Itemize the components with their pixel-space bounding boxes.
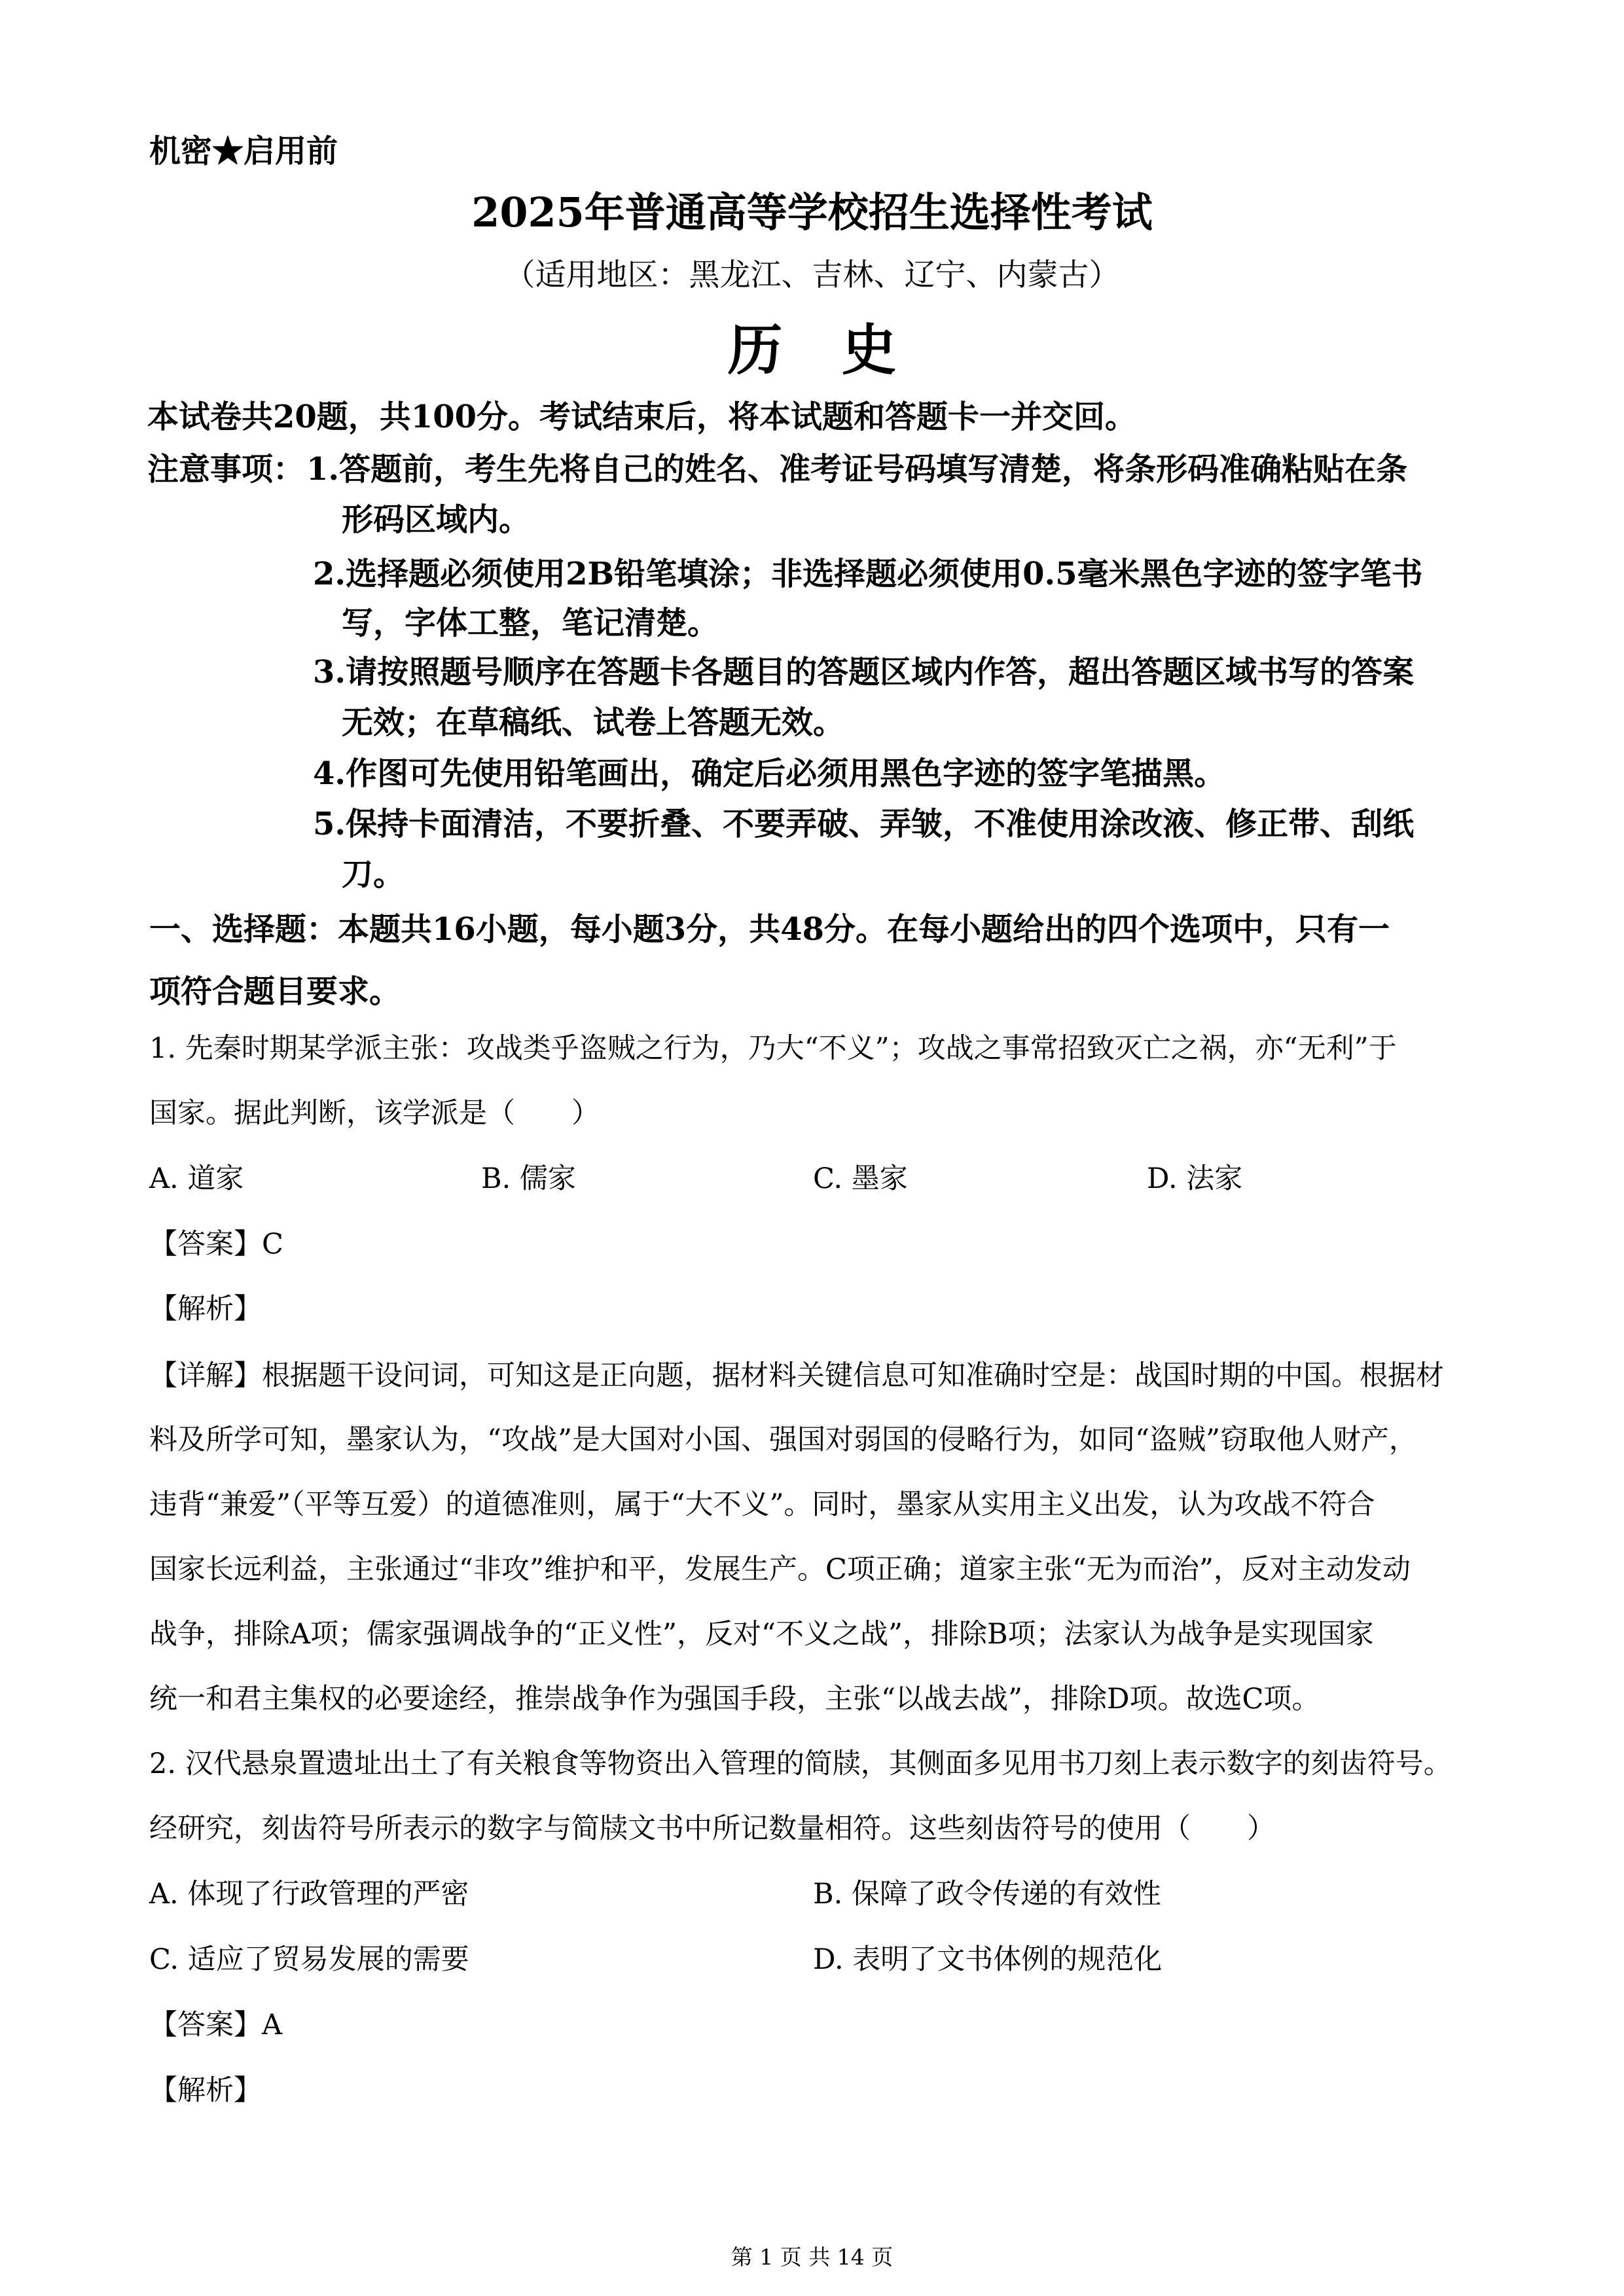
- q1-detail-line-2: 料及所学可知，墨家认为，“攻战”是大国对小国、强国对弱国的侵略行为，如同“盗贼”窃取他人财产，: [149, 1424, 1417, 1456]
- note-1-line-2: 形码区域内。: [342, 501, 531, 538]
- intro-line: 本试卷共20题，共100分。考试结束后，将本试题和答题卡一并交回。: [147, 399, 1136, 435]
- page-number: 第 1 页 共 14 页: [731, 2244, 893, 2270]
- note-4-line-1: 4.作图可先使用铅笔画出，确定后必须用黑色字迹的签字笔描黑。: [313, 755, 1226, 792]
- note-1-line-1: 1.答题前，考生先将自己的姓名、准考证号码填写清楚，将条形码准确粘贴在条: [306, 451, 1408, 488]
- q1-detail-line-1: 【详解】根据题干设问词，可知这是正向题，据材料关键信息可知准确时空是：战国时期的中国。根据材: [149, 1359, 1444, 1392]
- note-5-line-1: 5.保持卡面清洁，不要折叠、不要弄破、弄皱，不准使用涂改液、修正带、刮纸: [313, 806, 1415, 842]
- note-3-line-2: 无效；在草稿纸、试卷上答题无效。: [342, 704, 845, 741]
- q1-option-b: B. 儒家: [481, 1162, 576, 1195]
- q1-detail-line-5: 战争，排除A项；儒家强调战争的“正义性”，反对“不义之战”，排除B项；法家认为战争是实现国家: [149, 1618, 1374, 1651]
- q1-detail-line-6: 统一和君主集权的必要途经，推崇战争作为强国手段，主张“以战去战”，排除D项。故选C项。: [149, 1683, 1320, 1715]
- q2-option-d: D. 表明了文书体例的规范化: [813, 1943, 1163, 1976]
- q1-detail-line-3: 违背“兼爱”（平等互爱）的道德准则，属于“大不义”。同时，墨家从实用主义出发，认为攻战不符合: [149, 1488, 1375, 1521]
- note-2-line-2: 写，字体工整，笔记清楚。: [342, 605, 719, 641]
- confidential-label: 机密★启用前: [149, 133, 338, 170]
- section-heading-line-1: 一、选择题：本题共16小题，每小题3分，共48分。在每小题给出的四个选项中，只有一: [149, 911, 1390, 948]
- q2-stem-line-1: 2. 汉代悬泉置遗址出土了有关粮食等物资出入管理的简牍，其侧面多见用书刀刻上表示数字的刻齿符号。: [149, 1748, 1452, 1780]
- subject-title: 历史: [727, 317, 956, 382]
- q1-option-c: C. 墨家: [813, 1162, 908, 1195]
- q2-analysis-label: 【解析】: [149, 2074, 262, 2107]
- q2-option-c: C. 适应了贸易发展的需要: [149, 1943, 469, 1976]
- note-2-line-1: 2.选择题必须使用2B铅笔填涂；非选择题必须使用0.5毫米黑色字迹的签字笔书: [313, 556, 1423, 592]
- applicable-region: （适用地区：黑龙江、吉林、辽宁、内蒙古）: [504, 257, 1120, 293]
- note-3-line-1: 3.请按照题号顺序在答题卡各题目的答题区域内作答，超出答题区域书写的答案: [313, 654, 1415, 691]
- exam-title: 2025年普通高等学校招生选择性考试: [471, 188, 1153, 236]
- q1-stem-line-1: 1. 先秦时期某学派主张：攻战类乎盗贼之行为，乃大“不义”；攻战之事常招致灭亡之祸，亦“无利”于: [149, 1032, 1397, 1065]
- q1-stem-line-2: 国家。据此判断，该学派是（ ）: [149, 1097, 600, 1130]
- section-heading-line-2: 项符合题目要求。: [149, 973, 401, 1010]
- q1-analysis-label: 【解析】: [149, 1293, 262, 1325]
- q2-option-b: B. 保障了政令传递的有效性: [813, 1878, 1161, 1910]
- q1-answer: 【答案】C: [149, 1228, 283, 1261]
- q1-detail-line-4: 国家长远利益，主张通过“非攻”维护和平，发展生产。C项正确；道家主张“无为而治”，反对主动发动: [149, 1553, 1411, 1586]
- notes-label: 注意事项：: [147, 451, 305, 488]
- q1-option-a: A. 道家: [149, 1162, 244, 1195]
- q2-answer: 【答案】A: [149, 2009, 283, 2041]
- note-5-line-2: 刀。: [342, 856, 405, 893]
- q2-stem-line-2: 经研究，刻齿符号所表示的数字与简牍文书中所记数量相符。这些刻齿符号的使用（ ）: [149, 1812, 1275, 1845]
- q2-option-a: A. 体现了行政管理的严密: [149, 1878, 469, 1910]
- q1-option-d: D. 法家: [1147, 1162, 1243, 1195]
